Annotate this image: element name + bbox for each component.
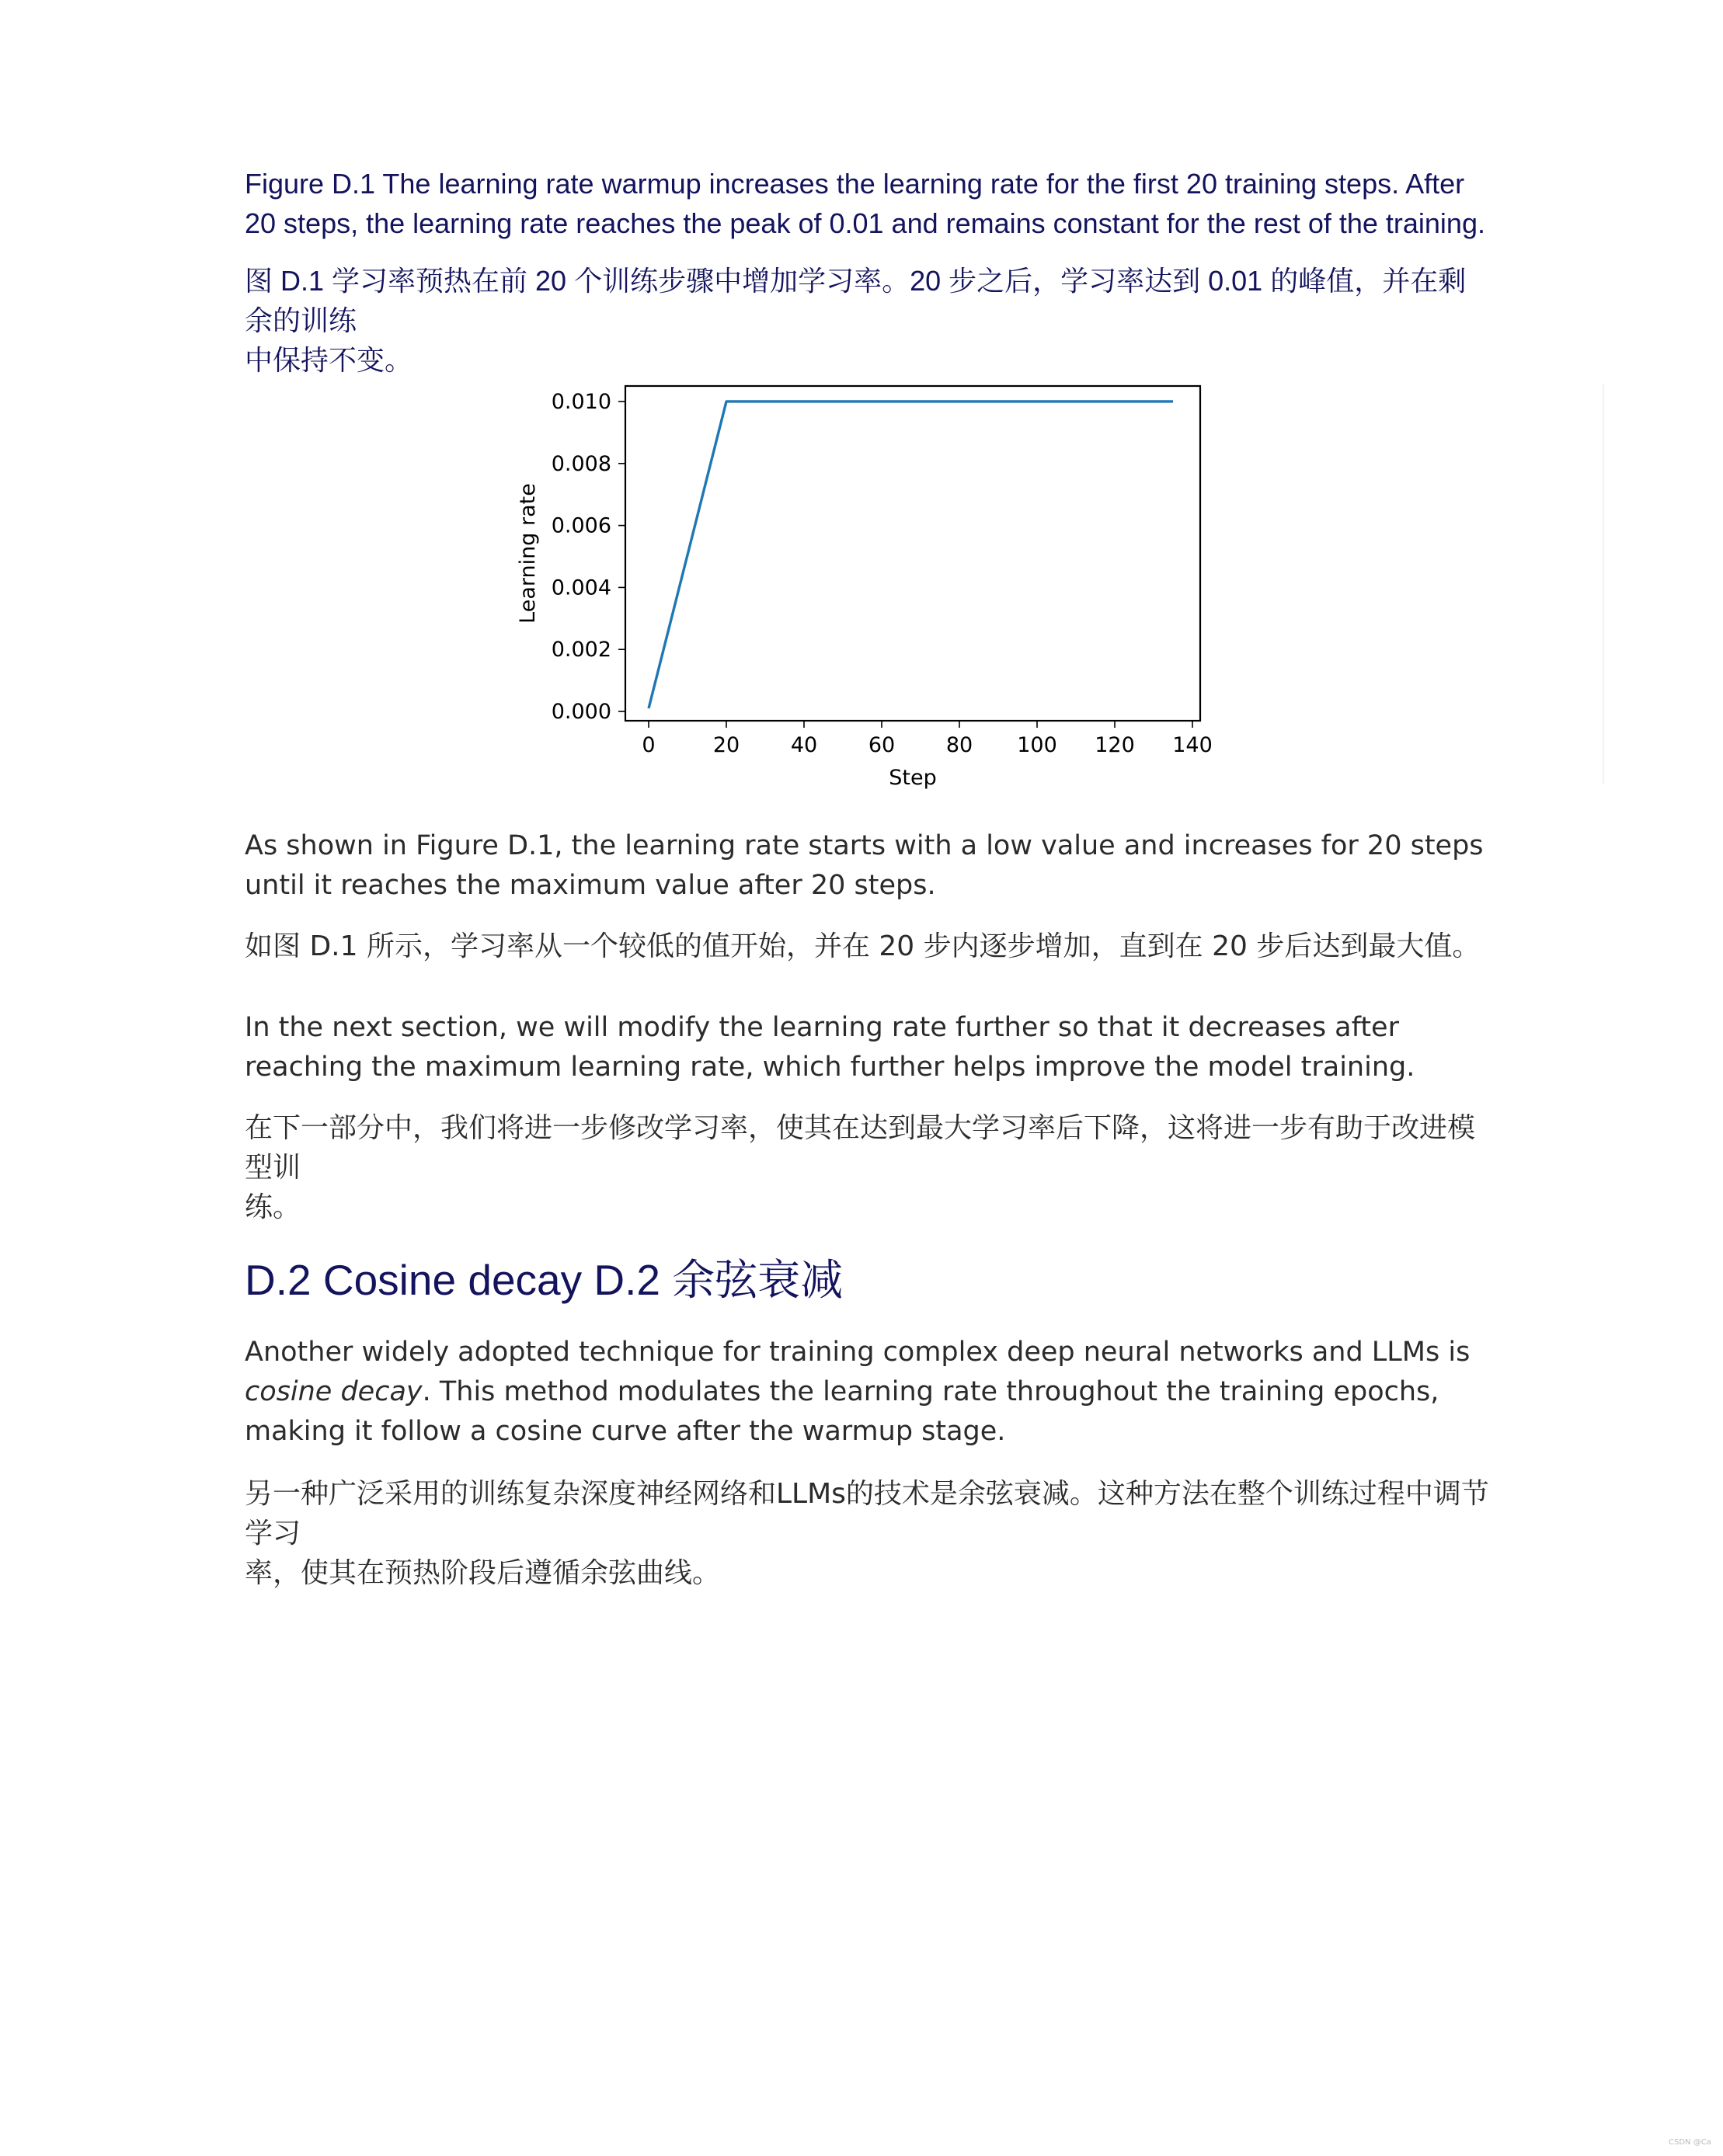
paragraph-line: until it reaches the maximum value after 20 steps. — [245, 870, 936, 901]
x-tick-label: 60 — [868, 733, 896, 757]
figure-caption-en: Figure D.1 The learning rate warmup increases the learning rate for the first 20 training steps. After 20 steps, the learning rate reaches the peak of 0.01 and remains constant for the rest of the training. — [245, 168, 1485, 239]
emphasis-term: cosine decay — [245, 1376, 423, 1407]
paragraph-line: 另一种广泛采用的训练复杂深度神经网络和LLMs的技术是余弦衰减。这种方法在整个训练过程中调节学习 — [245, 1478, 1489, 1549]
paragraph-line: As shown in Figure D.1, the learning rate starts with a low value and increases for 20 steps — [245, 830, 1484, 861]
paragraph-line: 在下一部分中，我们将进一步修改学习率，使其在达到最大学习率后下降，这将进一步有助于改进模型训 — [245, 1112, 1476, 1184]
series-line — [649, 402, 1173, 708]
watermark: CSDN @Ca — [1669, 2138, 1711, 2147]
x-axis-label: Step — [889, 766, 937, 790]
y-tick-label: 0.000 — [551, 700, 611, 725]
series-group — [649, 402, 1173, 708]
learning-rate-chart — [497, 365, 1227, 803]
plot-border — [625, 386, 1200, 721]
section-heading: D.2 Cosine decay D.2 余弦衰减 — [245, 1256, 844, 1304]
paragraph-line: 率，使其在预热阶段后遵循余弦曲线。 — [245, 1557, 721, 1589]
y-tick-label: 0.004 — [551, 576, 611, 600]
x-tick-label: 120 — [1095, 733, 1135, 757]
paragraph-line: Another widely adopted technique for training complex deep neural networks and LLMs is — [245, 1337, 1471, 1368]
chart-svg — [497, 365, 1227, 800]
margin-divider — [1603, 384, 1604, 784]
caption-zh-line: 中保持不变。 — [245, 344, 413, 376]
paragraph-text: . This method modulates the learning rate throughout the training epochs, — [422, 1376, 1439, 1407]
x-tick-label: 20 — [712, 733, 740, 757]
y-axis-label: Learning rate — [516, 483, 540, 624]
caption-zh-line: 图 D.1 学习率预热在前 20 个训练步骤中增加学习率。20 步之后，学习率达到 0.01 的峰值，并在剩余的训练 — [245, 265, 1467, 336]
paragraph-line: In the next section, we will modify the learning rate further so that it decreases after — [245, 1012, 1399, 1043]
figure-caption-zh — [245, 261, 1492, 380]
x-tick-label: 0 — [642, 733, 656, 757]
paragraph-1-en — [245, 826, 1492, 906]
paragraph-1-zh: 如图 D.1 所示，学习率从一个较低的值开始，并在 20 步内逐步增加，直到在 20 步后达到最大值。 — [245, 930, 1481, 962]
y-tick-label: 0.010 — [551, 389, 611, 414]
x-tick-label: 80 — [945, 733, 973, 757]
x-tick-label: 140 — [1172, 733, 1213, 757]
plot-frame — [625, 386, 1200, 721]
x-axis-ticks — [642, 721, 1212, 757]
paragraph-line: reaching the maximum learning rate, which further helps improve the model training. — [245, 1052, 1415, 1083]
paragraph-2-en — [245, 1008, 1492, 1087]
y-axis-ticks — [552, 390, 625, 724]
paragraph-3-zh — [245, 1474, 1492, 1593]
y-tick-label: 0.002 — [551, 638, 611, 662]
x-tick-label: 40 — [790, 733, 818, 757]
x-tick-label: 100 — [1017, 733, 1057, 757]
y-tick-label: 0.008 — [551, 451, 611, 476]
y-tick-label: 0.006 — [551, 513, 611, 538]
paragraph-3-en — [245, 1333, 1492, 1452]
paragraph-2-zh — [245, 1108, 1492, 1227]
paragraph-line: making it follow a cosine curve after the warmup stage. — [245, 1416, 1006, 1447]
paragraph-line — [245, 1372, 1492, 1412]
paragraph-line: 练。 — [245, 1191, 301, 1223]
